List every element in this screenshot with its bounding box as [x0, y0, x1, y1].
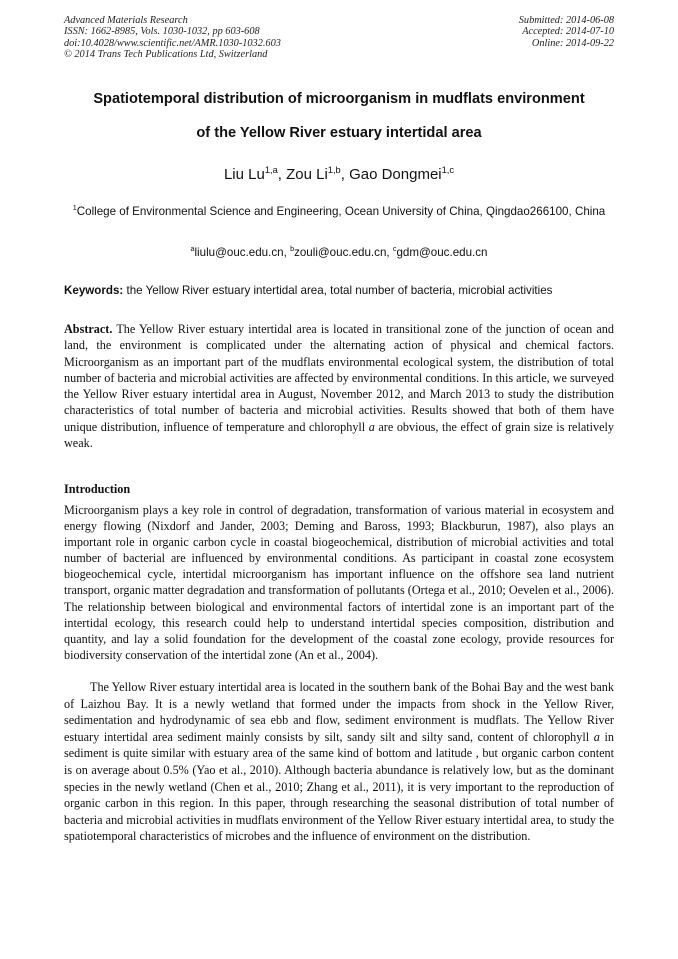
journal-doi: doi:10.4028/www.scientific.net/AMR.1030-1032.603 — [64, 37, 281, 49]
author-list: Liu Lu$^{1,a}$, Zou Li$^{1,b}$, Gao Dongmei$^{1,c}$ — [223, 165, 455, 183]
journal-issn: ISSN: 1662-8985, Vols. 1030-1032, pp 603-608 — [64, 26, 260, 38]
author-emails: $^a$liulu@ouc.edu.cn, $^b$zouli@ouc.edu.cn, $^c$gdm@ouc.edu.cn — [190, 244, 488, 259]
affiliation-text: College of Environmental Science and Engineering, Ocean University of China, Qingdao266100, China — [76, 205, 606, 218]
author-affiliation-mark: 1,c — [441, 165, 455, 175]
abstract: Abstract. The Yellow River estuary intertidal area is located in transitional zone of the junction of ocean and land, the environment is complicated under the alternating action of physical and chemical factors. Microorganism as an important part of the mudflats environmental ecological system, the distribution of total number of bacteria and microbial activities are affected by environmental conditions. In this article, we surveyed the Yellow River estuary intertidal area in August, November 2012, and March 2013 to study the distribution characteristics of total number of bacteria and microbial activities. Results showed that both of them have unique distribution, influence of temperature and chlorophyll a are obvious, the effect of grain size is relatively weak. — [64, 322, 615, 451]
author-affiliation-mark: 1,b — [327, 165, 341, 175]
introduction-paragraph-1: Microorganism plays a key role in control of degradation, transformation of various material in ecosystem and energy flowing (Nixdorf and Jander, 2003; Deming and Baross, 1993; Blackburun, 1987), also plays an important role in organic carbon cycle in coastal biogeochemical, distribution of microbial activities and total number of bacterial are influenced by environmental conditions. As participant in coastal zone ecosystem biogeochemical cycle, intertidal microorganism has important influence on the offshore sea land nutrient transport, organic matter degradation and transformation of pollutants (Ortega et al., 2010; Oevelen et al., 2006). The relationship between biological and environmental factors of intertidal zone is an important part of the intertidal ecology, this research could help to understand intertidal species composition, distribution and quantity, and lay a solid foundation for the development of the coastal zone ecology, provide resources for biodiversity conservation of the intertidal zone (An et al., 2004). — [64, 503, 614, 662]
keywords-label: Keywords: — [64, 284, 124, 297]
date-online: Online: 2014-09-22 — [531, 37, 614, 49]
author-affiliation-mark: 1,a — [264, 165, 278, 175]
journal-copyright: © 2014 Trans Tech Publications Ltd, Switzerland — [64, 49, 268, 61]
date-submitted: Submitted: 2014-06-08 — [518, 15, 614, 26]
paper-title-line-2: of the Yellow River estuary intertidal area — [196, 125, 482, 141]
author: Liu Lu$^{1,a}$ — [223, 165, 278, 183]
section-heading-introduction: Introduction — [64, 482, 131, 496]
publication-dates — [519, 15, 614, 49]
keywords-text: the Yellow River estuary intertidal area, total number of bacteria, microbial activities — [123, 284, 553, 297]
journal-name: Advanced Materials Research — [64, 15, 188, 26]
date-accepted: Accepted: 2014-07-10 — [522, 26, 614, 38]
email-address: zouli@ouc.edu.cn — [294, 246, 387, 259]
email-address: liulu@ouc.edu.cn — [194, 246, 284, 259]
journal-info — [64, 15, 281, 61]
paper-title-line-1: Spatiotemporal distribution of microorganism in mudflats environment — [93, 91, 585, 107]
introduction-paragraph-2: The Yellow River estuary intertidal area is located in the southern bank of the Bohai Bay and the west bank of Laizhou Bay. It is a newly wetland that formed under the impacts from shock in the Yellow River, sedimentation and hydrodynamic of sea ebb and flow, sediment environment is mudflats. The Yellow River estuary intertidal area sediment mainly consists by silt, sandy silt and silty sand, content of chlorophyll a in sediment is quite similar with estuary area of the same kind of bottom and latitude , but organic carbon content is on average about 0.5% (Yao et al., 2010). Although bacteria abundance is relatively low, but as the dominant species in the newly wetland (Chen et al., 2010; Zhang et al., 2011), it is very important to the reproduction of organic carbon in this region. In this paper, through researching the seasonal distribution of total number of bacteria and microbial activities in mudflats environment of the Yellow River estuary intertidal area, to study the spatiotemporal characteristics of microbes and the influence of environment on the distribution. — [64, 680, 614, 844]
affiliation-mark: 1 — [72, 203, 77, 213]
author: Gao Dongmei$^{1,c}$ — [349, 165, 455, 183]
email-address: gdm@ouc.edu.cn — [396, 246, 488, 259]
author: Zou Li$^{1,b}$ — [286, 165, 341, 183]
abstract-label: Abstract. — [64, 322, 113, 336]
keywords — [64, 284, 624, 297]
affiliation — [52, 203, 626, 220]
